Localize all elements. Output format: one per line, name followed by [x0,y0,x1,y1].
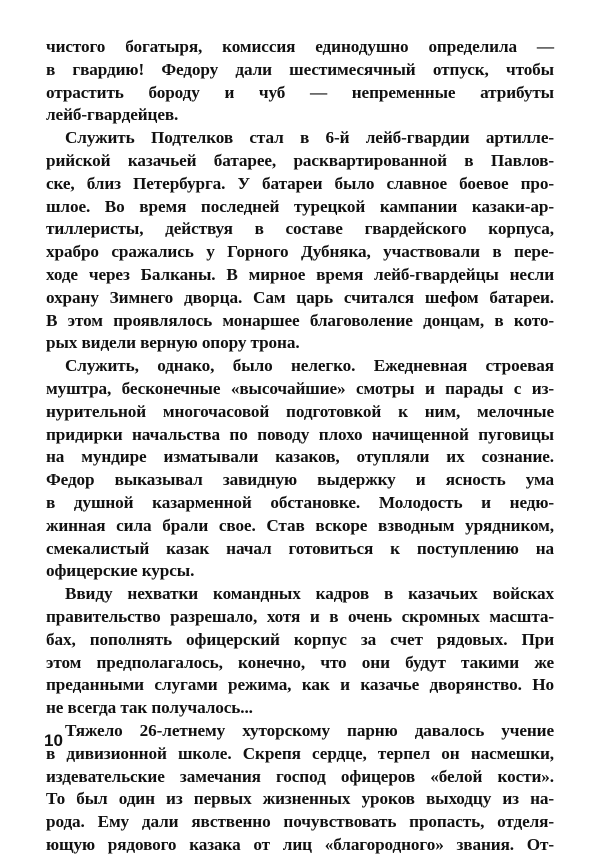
text-line: рийской казачьей батарее, расквартированной в Павлов- [46,150,554,170]
page-number: 10 [44,731,63,750]
text-line: Тяжело 26-летнему хуторскому парню давалось учение [65,720,554,740]
text-line: в душной казарменной обстановке. Молодость и недю- [46,492,554,512]
text-line: бах, пополнять офицерский корпус за счет рядовых. При [46,629,554,649]
text-line: То был один из первых жизненных уроков выходцу из на- [46,789,554,809]
text-line: издевательские замечания господ офицеров «белой кости». [46,766,554,786]
text-line: муштра, бесконечные «высочайшие» смотры и парады с из- [46,378,554,398]
text-line: шлое. Во время последней турецкой кампании казаки-ар- [46,196,554,216]
text-line: лейб-гвардейцев. [46,105,179,125]
text-line: В этом проявлялось монаршее благоволение донцам, в кото- [46,310,554,330]
text-line: этом предполагалось, конечно, что они будут такими же [46,652,554,672]
paragraph [46,355,554,583]
text-line: Служить, однако, было нелегко. Ежедневная строевая [65,356,554,376]
text-line: рых видели верную опору трона. [46,333,300,353]
text-line: отрастить бороду и чуб — непременные атрибуты [46,82,554,102]
text-line: придирки начальства по поводу плохо начищенной пуговицы [46,424,554,444]
page-text [46,36,554,857]
text-line: охрану Зимнего дворца. Сам царь считался шефом батареи. [46,287,554,307]
text-line: Федор выказывал завидную выдержку и ясность ума [46,470,554,490]
text-line: ске, близ Петербурга. У батареи было славное боевое про- [46,173,554,193]
text-line: ходе через Балканы. В мирное время лейб-гвардейцы несли [46,264,554,284]
text-line: преданными слугами режима, как и казачье дворянство. Но [46,675,554,695]
paragraph [46,36,554,127]
text-line: жинная сила брали свое. Став вскоре взводным урядником, [46,515,554,535]
paragraph [46,583,554,720]
text-line: правительство разрешало, хотя и в очень скромных масшта- [46,606,554,626]
text-line: тиллеристы, действуя в составе гвардейского корпуса, [46,219,554,239]
text-line: нурительной многочасовой подготовкой к ним, мелочные [46,401,554,421]
text-line: на мундире изматывали казаков, отупляли их сознание. [46,447,554,467]
paragraph [46,720,554,857]
text-line: в дивизионной школе. Скрепя сердце, терпел он насмешки, [46,743,554,763]
text-line: не всегда так получалось... [46,698,253,718]
text-line: в гвардию! Федору дали шестимесячный отпуск, чтобы [46,59,554,79]
text-line: ющую рядового казака от лиц «благородного» звания. От- [46,834,554,854]
text-line: рода. Ему дали явственно почувствовать пропасть, отделя- [46,812,554,832]
text-line: храбро сражались у Горного Дубняка, участвовали в пере- [46,242,554,262]
paragraph [46,127,554,355]
text-line: Служить Подтелков стал в 6-й лейб-гвардии артилле- [65,128,554,148]
text-line: смекалистый казак начал готовиться к поступлению на [46,538,554,558]
text-line: офицерские курсы. [46,561,195,581]
text-line: чистого богатыря, комиссия единодушно определила — [46,37,554,56]
text-line: Ввиду нехватки командных кадров в казачьих войсках [65,584,554,604]
